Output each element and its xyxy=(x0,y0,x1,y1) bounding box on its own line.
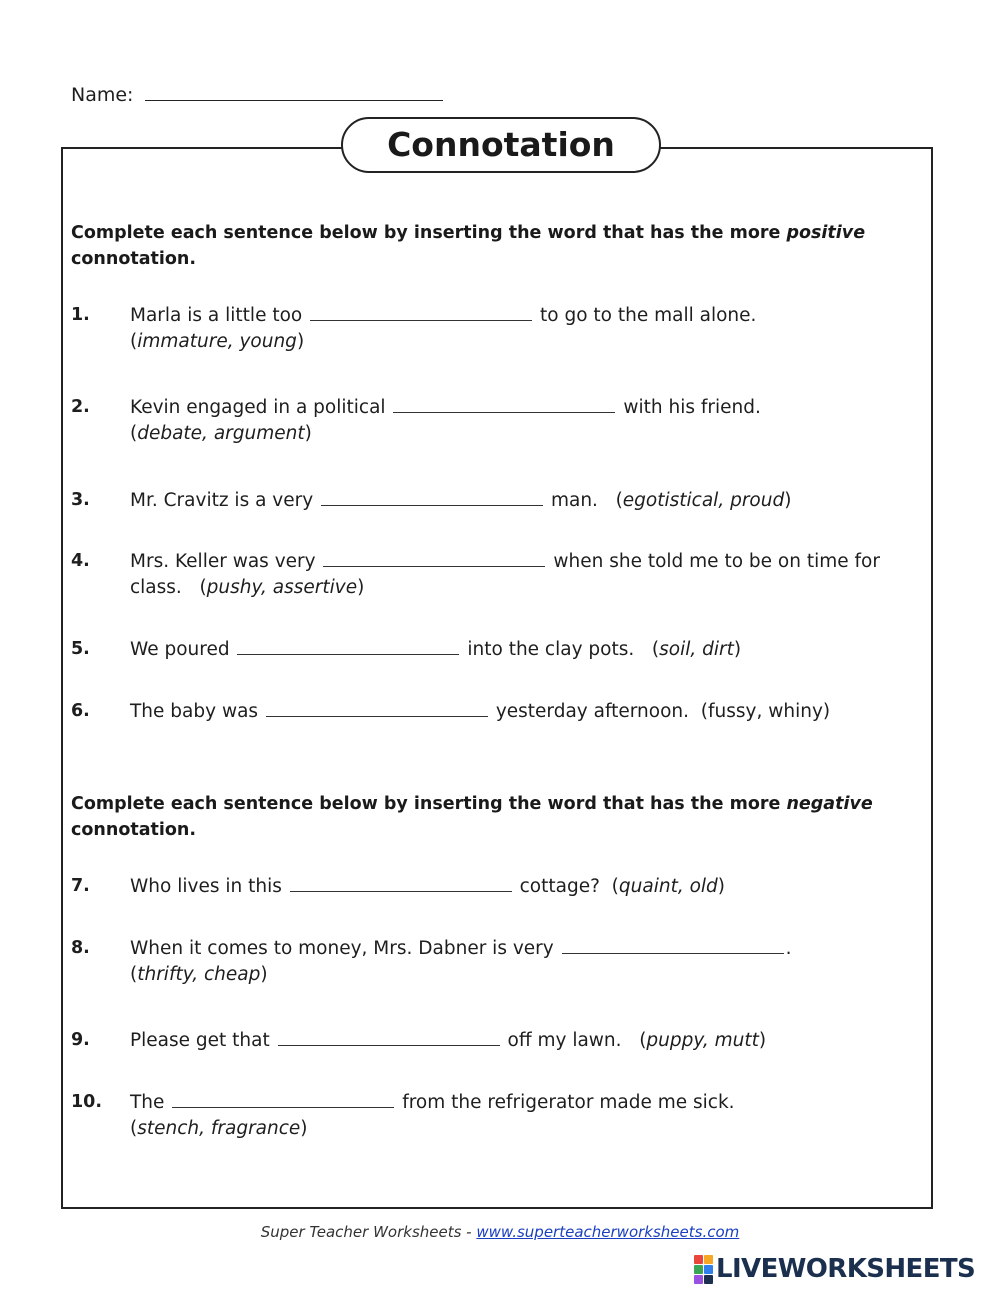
answer-blank[interactable] xyxy=(237,636,459,655)
answer-blank[interactable] xyxy=(562,935,784,954)
liveworksheets-brand-text: LIVEWORKSHEETS xyxy=(716,1254,976,1284)
answer-blank[interactable] xyxy=(278,1027,500,1046)
answer-blank[interactable] xyxy=(321,487,543,506)
answer-blank[interactable] xyxy=(393,394,615,413)
answer-blank[interactable] xyxy=(323,548,545,567)
name-row xyxy=(71,80,443,106)
footer-link[interactable]: www.superteacherworksheets.com xyxy=(476,1223,740,1241)
liveworksheets-logo-icon xyxy=(694,1255,713,1284)
page-title: Connotation xyxy=(341,117,661,173)
answer-blank[interactable] xyxy=(310,302,532,321)
footer-credit: Super Teacher Worksheets - www.superteacherworksheets.com xyxy=(260,1223,740,1241)
instruction-positive: Complete each sentence below by inserting the word that has the more positive connotation. xyxy=(71,223,866,269)
answer-blank[interactable] xyxy=(290,873,512,892)
name-input-line[interactable] xyxy=(145,80,443,101)
instruction-negative: Complete each sentence below by inserting the word that has the more negative connotation. xyxy=(71,794,873,840)
answer-blank[interactable] xyxy=(266,698,488,717)
answer-blank[interactable] xyxy=(172,1089,394,1108)
name-label: Name: xyxy=(71,84,134,106)
liveworksheets-logo xyxy=(694,1253,975,1285)
